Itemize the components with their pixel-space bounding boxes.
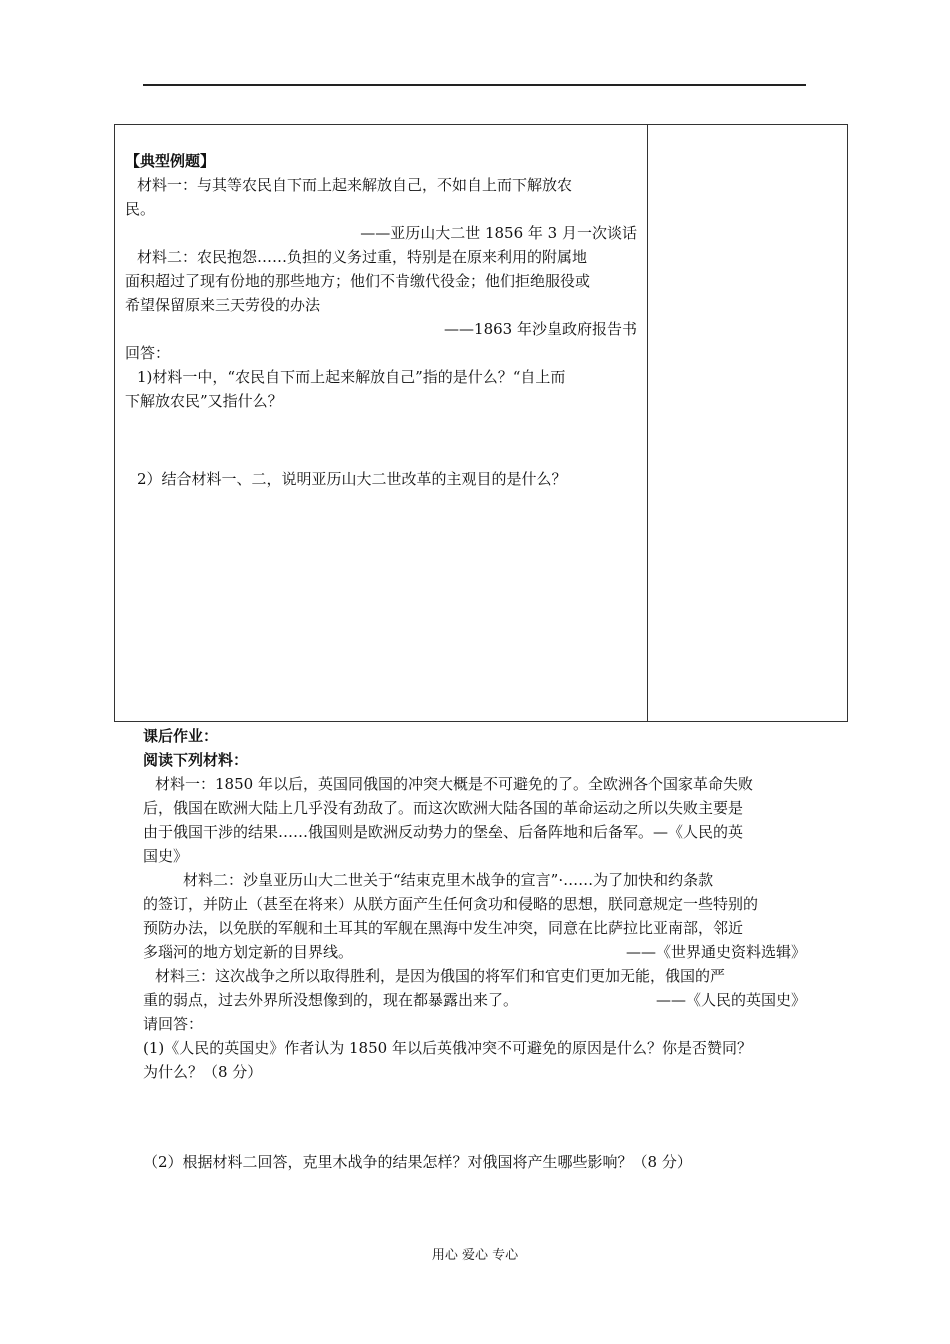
- hw-material2-line4-text: 多瑙河的地方划定新的目界线。: [143, 943, 354, 961]
- answer-label: 回答：: [125, 344, 171, 362]
- question1-line1: 1)材料一中，“农民自下而上起来解放自己”指的是什么？“自上而: [137, 368, 566, 386]
- example-content: [125, 149, 637, 491]
- hw-question1-line2: 为什么？（8 分）: [143, 1063, 263, 1081]
- hw-material3-line2: [143, 988, 806, 1012]
- hw-material2-line2: 的签订，并防止（甚至在将来）从朕方面产生任何贪功和侵略的思想，朕同意规定一些特别的: [143, 895, 759, 913]
- hw-material3-source: ——《人民的英国史》: [655, 991, 806, 1009]
- hw-material2-line1: 材料二：沙皇亚历山大二世关于“结束克里木战争的宣言”·……为了加快和约条款: [183, 871, 714, 889]
- hw-material3-line1: 材料三：这次战争之所以取得胜利，是因为俄国的将军们和官吏们更加无能，俄国的严: [155, 967, 726, 985]
- material2-source: ——1863 年沙皇政府报告书: [444, 320, 637, 338]
- box-divider: [647, 125, 648, 721]
- hw-material1-line2: 后，俄国在欧洲大陆上几乎没有劲敌了。而这次欧洲大陆各国的革命运动之所以失败主要是: [143, 799, 744, 817]
- hw-material2-line3: 预防办法，以免朕的军舰和土耳其的军舰在黑海中发生冲突，同意在比萨拉比亚南部，邻近: [143, 919, 744, 937]
- hw-material3-line2-text: 重的弱点，过去外界所没想像到的，现在都暴露出来了。: [143, 991, 519, 1009]
- hw-question1-line1: (1)《人民的英国史》作者认为 1850 年以后英俄冲突不可避免的原因是什么？你是否赞同？: [143, 1039, 752, 1057]
- section-title: 【典型例题】: [125, 152, 216, 170]
- example-box: [114, 124, 848, 722]
- hw-question2: （2）根据材料二回答，克里木战争的结果怎样？对俄国将产生哪些影响？（8 分）: [143, 1153, 692, 1171]
- material1-source: ——亚历山大二世 1856 年 3 月一次谈话: [360, 224, 637, 242]
- header-rule: [143, 84, 806, 86]
- homework-title: 课后作业：: [143, 727, 219, 745]
- material2-line2: 面积超过了现有份地的那些地方；他们不肯缴代役金；他们拒绝服役或: [125, 272, 591, 290]
- answer-space-1: [125, 413, 637, 467]
- hw-material1-line3: 由于俄国干涉的结果……俄国则是欧洲反动势力的堡垒、后备阵地和后备军。—《人民的英: [143, 823, 744, 841]
- hw-material1-line4: 国史》: [143, 847, 189, 865]
- hw-material2-source: ——《世界通史资料选辑》: [625, 943, 806, 961]
- page-footer: 用心 爱心 专心: [431, 1248, 519, 1263]
- material2-line1: 材料二：农民抱怨……负担的义务过重，特别是在原来利用的附属地: [137, 248, 588, 266]
- material2-line3: 希望保留原来三天劳役的办法: [125, 296, 321, 314]
- question2: 2）结合材料一、二，说明亚历山大二世改革的主观目的是什么？: [137, 470, 567, 488]
- question1-line2: 下解放农民”又指什么？: [125, 392, 283, 410]
- material1-line1: 材料一：与其等农民自下而上起来解放自己，不如自上而下解放农: [137, 176, 573, 194]
- homework-section: [143, 724, 806, 1174]
- answer-space-2: [143, 1084, 806, 1150]
- hw-material1-line1: 材料一：1850 年以后，英国同俄国的冲突大概是不可避免的了。全欧洲各个国家革命失败: [155, 775, 753, 793]
- hw-material2-line4: [143, 940, 806, 964]
- read-label: 阅读下列材料：: [143, 751, 249, 769]
- ask-label: 请回答：: [143, 1015, 204, 1033]
- material1-line2: 民。: [125, 200, 156, 218]
